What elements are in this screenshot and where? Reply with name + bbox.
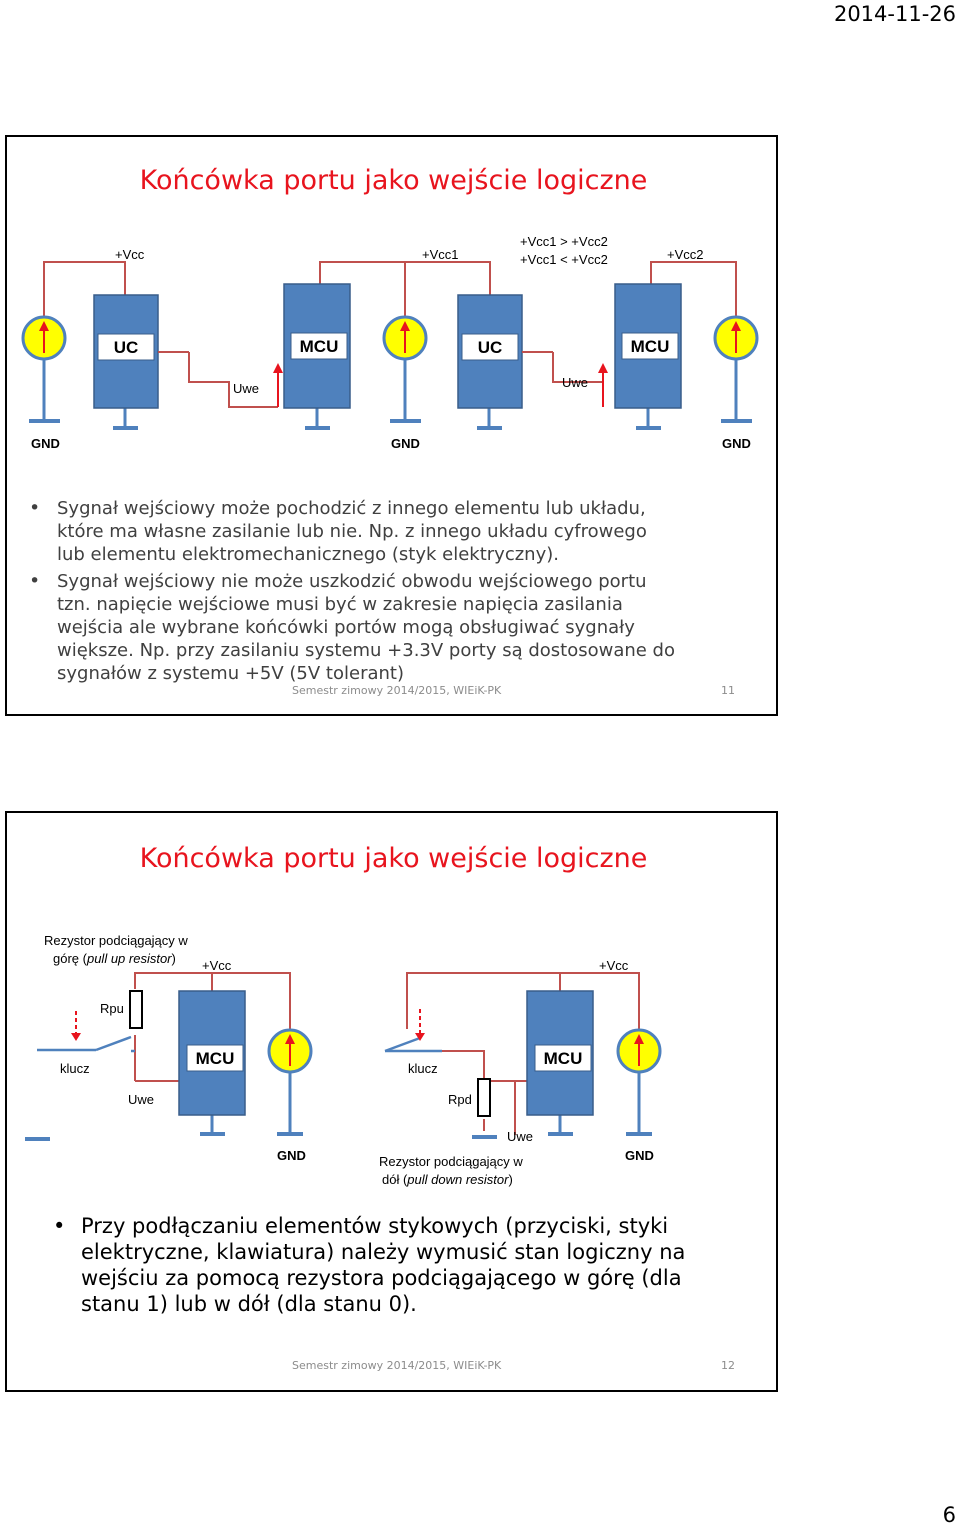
vcc-relation-label: +Vcc1 < +Vcc2 <box>520 252 608 267</box>
switch-label: klucz <box>408 1061 438 1076</box>
uwe-label: Uwe <box>233 381 260 396</box>
voltage-source-icon <box>23 317 65 359</box>
slide-number: 11 <box>721 684 735 697</box>
bullet-list <box>53 1213 771 1317</box>
circuit-diagram-pull-resistors <box>7 813 780 1193</box>
rpu-label: Rpu <box>100 1001 124 1016</box>
page-header-date: 2014-11-26 <box>833 2 956 26</box>
switch-label: klucz <box>60 1061 90 1076</box>
bullet-line: sygnałów z systemu +5V (5V tolerant) <box>57 663 404 684</box>
pulldown-label: dół (pull down resistor) <box>382 1172 513 1187</box>
mcu-label-2: MCU <box>543 1049 583 1068</box>
bullet-line: tzn. napięcie wejściowe musi być w zakresie napięcia zasilania <box>57 594 623 615</box>
bullet-line: Przy podłączaniu elementów stykowych (przyciski, styki <box>81 1214 669 1238</box>
vcc1-label: +Vcc1 <box>422 247 459 262</box>
vcc2-label: +Vcc2 <box>667 247 704 262</box>
gnd-label: GND <box>722 436 751 451</box>
slide-footer: Semestr zimowy 2014/2015, WIEiK-PK <box>292 684 502 697</box>
uwe-label: Uwe <box>562 375 589 390</box>
vcc-label: +Vcc <box>115 247 145 262</box>
slide-12 <box>5 811 778 1392</box>
wire-uwe-1 <box>189 352 278 407</box>
uc-label-2: UC <box>477 338 503 357</box>
bullet-item: • Przy podłączaniu elementów stykowych (przyciski, styki elektryczne, klawiatura) należy wymusić stan logiczny na wejściu za pomocą rezystora podciągającego w górę (dla stanu 1) lub w dół (dla stanu 0). <box>81 1213 771 1317</box>
voltage-source-icon <box>384 317 426 359</box>
pulldown-label: Rezystor podciągający w <box>379 1154 523 1169</box>
bullet-line: Sygnał wejściowy nie może uszkodzić obwodu wejściowego portu <box>57 571 647 592</box>
bullet-line: elektryczne, klawiatura) należy wymusić stan logiczny na <box>81 1240 686 1264</box>
bullet-line: stanu 1) lub w dół (dla stanu 0). <box>81 1292 417 1316</box>
slide-title: Końcówka portu jako wejście logiczne <box>139 843 648 874</box>
voltage-source-icon <box>715 317 757 359</box>
circuit-diagram-input-sources <box>7 137 780 467</box>
mcu-label-2: MCU <box>630 337 670 356</box>
bullet-item: • Sygnał wejściowy nie może uszkodzić obwodu wejściowego portu tzn. napięcie wejściowe musi być w zakresie napięcia zasilania wejścia ale wybrane końcówki portów mogą obsługiwać sygnały większe. Np. przy zasilaniu systemu +3.3V porty są dostosowane do sygnałów z systemu +5V (5V tolerant) <box>57 570 757 685</box>
bullet-list <box>29 497 757 685</box>
page-number: 6 <box>942 1503 956 1527</box>
uwe-label: Uwe <box>128 1092 155 1107</box>
bullet-line: Sygnał wejściowy może pochodzić z innego elementu lub układu, <box>57 498 646 519</box>
vcc-label: +Vcc <box>599 958 629 973</box>
slide-footer: Semestr zimowy 2014/2015, WIEiK-PK <box>292 1359 502 1372</box>
bullet-line: wejścia ale wybrane końcówki portów mogą obsługiwać sygnały <box>57 617 635 638</box>
slide-number: 12 <box>721 1359 735 1372</box>
resistor-rpu <box>130 991 142 1028</box>
voltage-source-icon <box>618 1030 660 1072</box>
gnd-label: GND <box>625 1148 654 1163</box>
pullup-label: górę (pull up resistor) <box>53 951 176 966</box>
gnd-label: GND <box>277 1148 306 1163</box>
slide-title: Końcówka portu jako wejście logiczne <box>139 165 648 196</box>
vcc-relation-label: +Vcc1 > +Vcc2 <box>520 234 608 249</box>
voltage-source-icon <box>269 1030 311 1072</box>
vcc-label: +Vcc <box>202 958 232 973</box>
slide-11 <box>5 135 778 716</box>
bullet-line: wejściu za pomocą rezystora podciągającego w górę (dla <box>81 1266 682 1290</box>
uc-label-1: UC <box>113 338 139 357</box>
uwe-label: Uwe <box>507 1129 534 1144</box>
resistor-rpd <box>478 1079 490 1116</box>
gnd-label: GND <box>391 436 420 451</box>
bullet-line: większe. Np. przy zasilaniu systemu +3.3V porty są dostosowane do <box>57 640 675 661</box>
gnd-label: GND <box>31 436 60 451</box>
bullet-item: • Sygnał wejściowy może pochodzić z innego elementu lub układu, które ma własne zasilanie lub nie. Np. z innego układu cyfrowego lub elementu elektromechanicznego (styk elektryczny). <box>57 497 757 566</box>
bullet-line: lub elementu elektromechanicznego (styk elektryczny). <box>57 544 559 565</box>
rpd-label: Rpd <box>448 1092 472 1107</box>
mcu-label-1: MCU <box>299 337 339 356</box>
bullet-line: które ma własne zasilanie lub nie. Np. z innego układu cyfrowego <box>57 521 647 542</box>
mcu-label-1: MCU <box>195 1049 235 1068</box>
pullup-label: Rezystor podciągający w <box>44 933 188 948</box>
